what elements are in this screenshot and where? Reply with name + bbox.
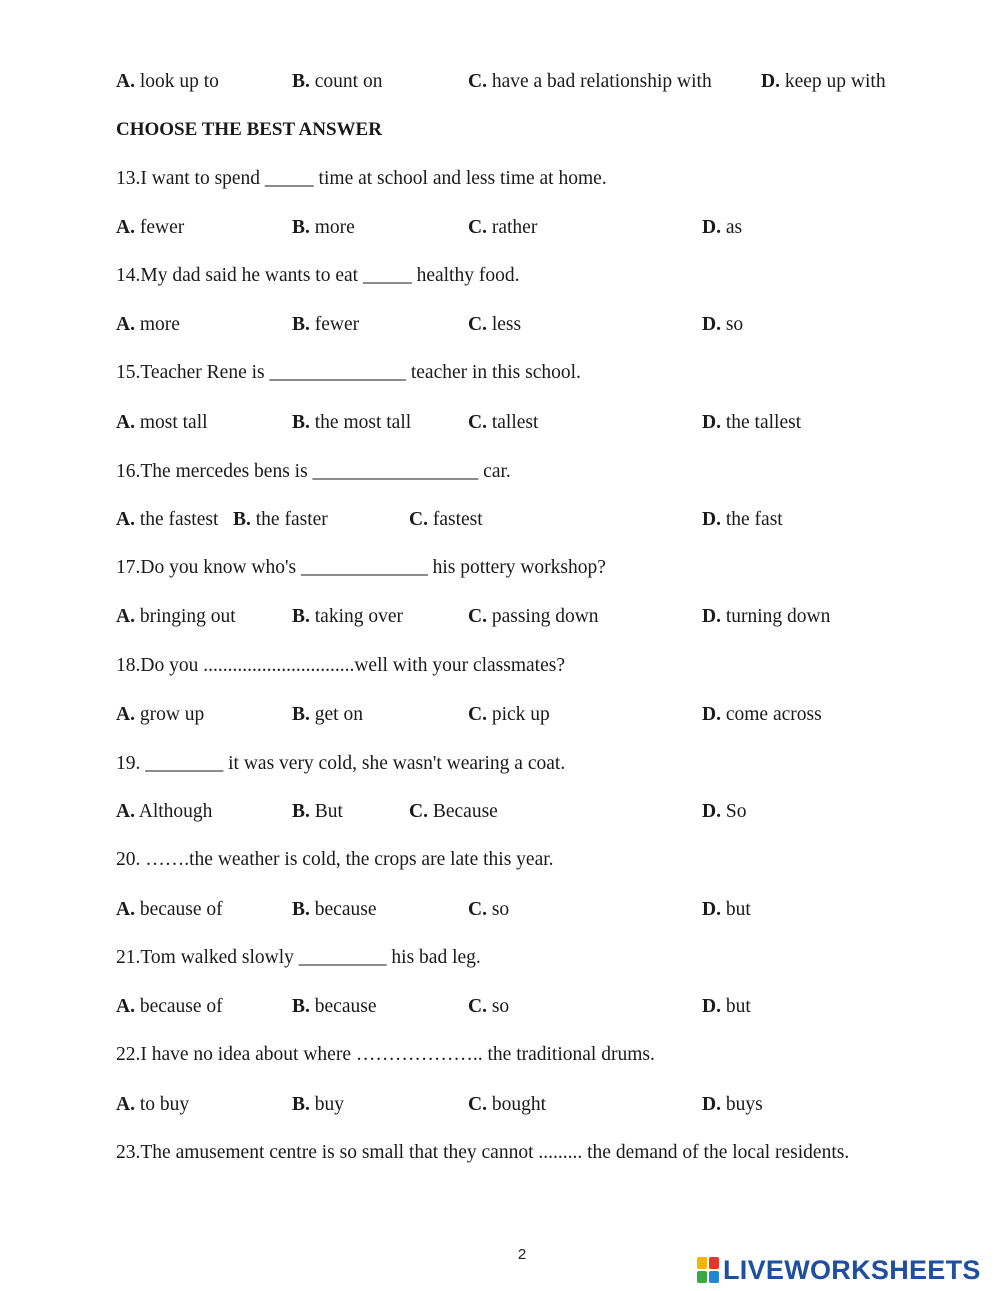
- q18-option-d[interactable]: D. come across: [702, 704, 822, 725]
- q18-option-a[interactable]: A. grow up: [116, 704, 205, 725]
- q20-option-a[interactable]: A. because of: [116, 899, 223, 920]
- question-20: 20. …….the weather is cold, the crops are late this year.: [116, 849, 554, 870]
- q12-option-b[interactable]: B. count on: [292, 71, 383, 92]
- q15-option-c[interactable]: C. tallest: [468, 412, 539, 433]
- q21-option-c[interactable]: C. so: [468, 996, 510, 1017]
- page-number: 2: [517, 1246, 527, 1263]
- q12-option-a[interactable]: A. look up to: [116, 71, 219, 92]
- logo-block-red: [709, 1257, 719, 1269]
- q16-option-c[interactable]: C. fastest: [409, 509, 483, 530]
- q22-option-b[interactable]: B. buy: [292, 1094, 345, 1115]
- q21-option-a[interactable]: A. because of: [116, 996, 223, 1017]
- q15-option-b[interactable]: B. the most tall: [292, 412, 412, 433]
- q17-option-b[interactable]: B. taking over: [292, 606, 404, 627]
- logo-text: LIVEWORKSHEETS: [723, 1254, 981, 1285]
- q21-option-b[interactable]: B. because: [292, 996, 377, 1017]
- q22-option-d[interactable]: D. buys: [702, 1094, 763, 1115]
- question-16: 16.The mercedes bens is _________________ car.: [116, 461, 511, 482]
- q20-option-b[interactable]: B. because: [292, 899, 377, 920]
- q16-option-b[interactable]: B. the faster: [233, 509, 328, 530]
- q13-option-a[interactable]: A. fewer: [116, 217, 185, 238]
- logo-block-blue: [709, 1271, 719, 1283]
- q22-option-c[interactable]: C. bought: [468, 1094, 547, 1115]
- question-22: 22.I have no idea about where ……………….. the traditional drums.: [116, 1044, 655, 1065]
- q15-option-a[interactable]: A. most tall: [116, 412, 208, 433]
- q17-option-c[interactable]: C. passing down: [468, 606, 599, 627]
- logo-block-green: [697, 1271, 707, 1283]
- question-17: 17.Do you know who's _____________ his pottery workshop?: [116, 557, 606, 578]
- q17-option-d[interactable]: D. turning down: [702, 606, 831, 627]
- question-21: 21.Tom walked slowly _________ his bad leg.: [116, 947, 481, 968]
- q14-option-c[interactable]: C. less: [468, 314, 522, 335]
- q18-option-b[interactable]: B. get on: [292, 704, 363, 725]
- logo-blocks-icon: [697, 1257, 719, 1283]
- question-14: 14.My dad said he wants to eat _____ healthy food.: [116, 265, 520, 286]
- q18-option-c[interactable]: C. pick up: [468, 704, 550, 725]
- q22-option-a[interactable]: A. to buy: [116, 1094, 190, 1115]
- q19-option-b[interactable]: B. But: [292, 801, 343, 822]
- q13-option-c[interactable]: C. rather: [468, 217, 538, 238]
- q15-option-d[interactable]: D. the tallest: [702, 412, 802, 433]
- question-18: 18.Do you ...............................well with your classmates?: [116, 655, 565, 676]
- question-15: 15.Teacher Rene is ______________ teacher in this school.: [116, 362, 581, 383]
- q12-option-d[interactable]: D. keep up with: [761, 71, 886, 92]
- q14-option-a[interactable]: A. more: [116, 314, 180, 335]
- q19-option-c[interactable]: C. Because: [409, 801, 498, 822]
- q12-option-c[interactable]: C. have a bad relationship with: [468, 71, 712, 92]
- question-13: 13.I want to spend _____ time at school and less time at home.: [116, 168, 607, 189]
- q14-option-d[interactable]: D. so: [702, 314, 744, 335]
- q14-option-b[interactable]: B. fewer: [292, 314, 360, 335]
- q13-option-d[interactable]: D. as: [702, 217, 743, 238]
- question-23: 23.The amusement centre is so small that they cannot ......... the demand of the local residents.: [116, 1142, 850, 1163]
- q13-option-b[interactable]: B. more: [292, 217, 355, 238]
- q19-option-a[interactable]: A. Although: [116, 801, 213, 822]
- q16-option-a[interactable]: A. the fastest: [116, 509, 219, 530]
- q20-option-c[interactable]: C. so: [468, 899, 510, 920]
- q17-option-a[interactable]: A. bringing out: [116, 606, 236, 627]
- liveworksheets-logo[interactable]: [697, 1254, 981, 1286]
- q20-option-d[interactable]: D. but: [702, 899, 751, 920]
- q21-option-d[interactable]: D. but: [702, 996, 751, 1017]
- q16-option-d[interactable]: D. the fast: [702, 509, 783, 530]
- logo-block-yellow: [697, 1257, 707, 1269]
- q19-option-d[interactable]: D. So: [702, 801, 747, 822]
- section-heading: CHOOSE THE BEST ANSWER: [116, 119, 382, 140]
- question-19: 19. ________ it was very cold, she wasn't wearing a coat.: [116, 753, 566, 774]
